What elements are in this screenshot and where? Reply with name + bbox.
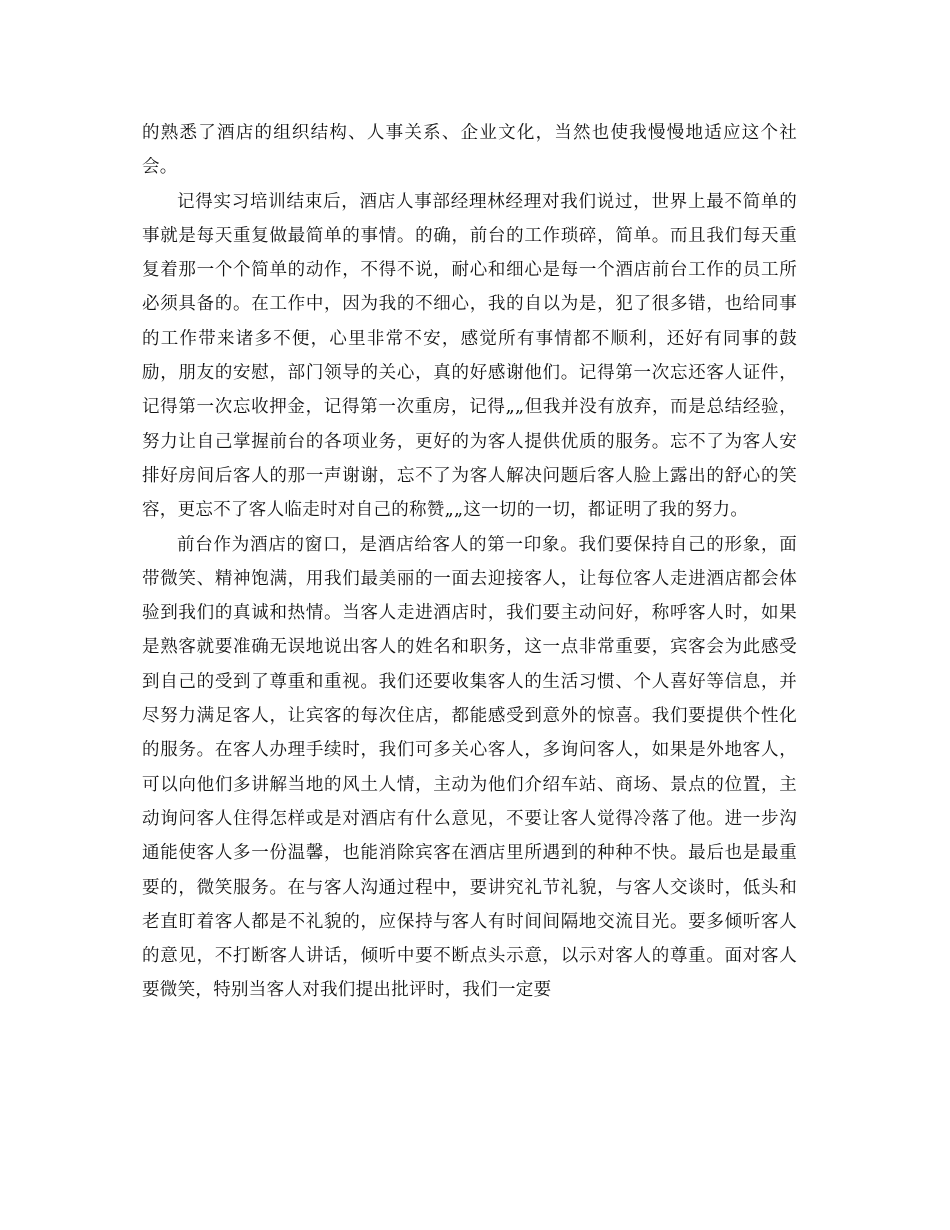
paragraph-front-desk-service: 前台作为酒店的窗口，是酒店给客人的第一印象。我们要保持自己的形象，面带微笑、精神饱满，用我们最美丽的一面去迎接客人，让每位客人走进酒店都会体验到我们的真诚和热情。当客人走进酒店时，我们要主动问好，称呼客人时，如果是熟客就要准确无误地说出客人的姓名和职务，这一点非常重要，宾客会为此感受到自己的受到了尊重和重视。我们还要收集客人的生活习惯、个人喜好等信息，并尽努力满足客人，让宾客的每次住店，都能感受到意外的惊喜。我们要提供个性化的服务。在客人办理手续时，我们可多关心客人，多询问客人，如果是外地客人，可以向他们多讲解当地的风土人情，主动为他们介绍车站、商场、景点的位置，主动询问客人住得怎样或是对酒店有什么意见，不要让客人觉得冷落了他。进一步沟通能使客人多一份温馨，也能消除宾客在酒店里所遇到的种种不快。最后也是最重要的，微笑服务。在与客人沟通过程中，要讲究礼节礼貌，与客人交谈时，低头和老直盯着客人都是不礼貌的，应保持与客人有时间间隔地交流目光。要多倾听客人的意见，不打断客人讲话，倾听中要不断点头示意，以示对客人的尊重。面对客人要微笑，特别当客人对我们提出批评时，我们一定要 <box>142 534 797 1001</box>
document-body <box>142 116 797 1008</box>
paragraph-continuation: 的熟悉了酒店的组织结构、人事关系、企业文化，当然也使我慢慢地适应这个社会。 <box>142 123 797 178</box>
paragraph-training-reflection: 记得实习培训结束后，酒店人事部经理林经理对我们说过，世界上最不简单的事就是每天重复做最简单的事情。的确，前台的工作琐碎，简单。而且我们每天重复着那一个个简单的动作，不得不说，耐心和细心是每一个酒店前台工作的员工所必须具备的。在工作中，因为我的不细心，我的自以为是，犯了很多错，也给同事的工作带来诸多不便，心里非常不安，感觉所有事情都不顺利，还好有同事的鼓励，朋友的安慰，部门领导的关心，真的好感谢他们。记得第一次忘还客人证件，记得第一次忘收押金，记得第一次重房，记得„„但我并没有放弃，而是总结经验，努力让自己掌握前台的各项业务，更好的为客人提供优质的服务。忘不了为客人安排好房间后客人的那一声谢谢，忘不了为客人解决问题后客人脸上露出的舒心的笑容，更忘不了客人临走时对自己的称赞„„这一切的一切，都证明了我的努力。 <box>142 191 797 521</box>
